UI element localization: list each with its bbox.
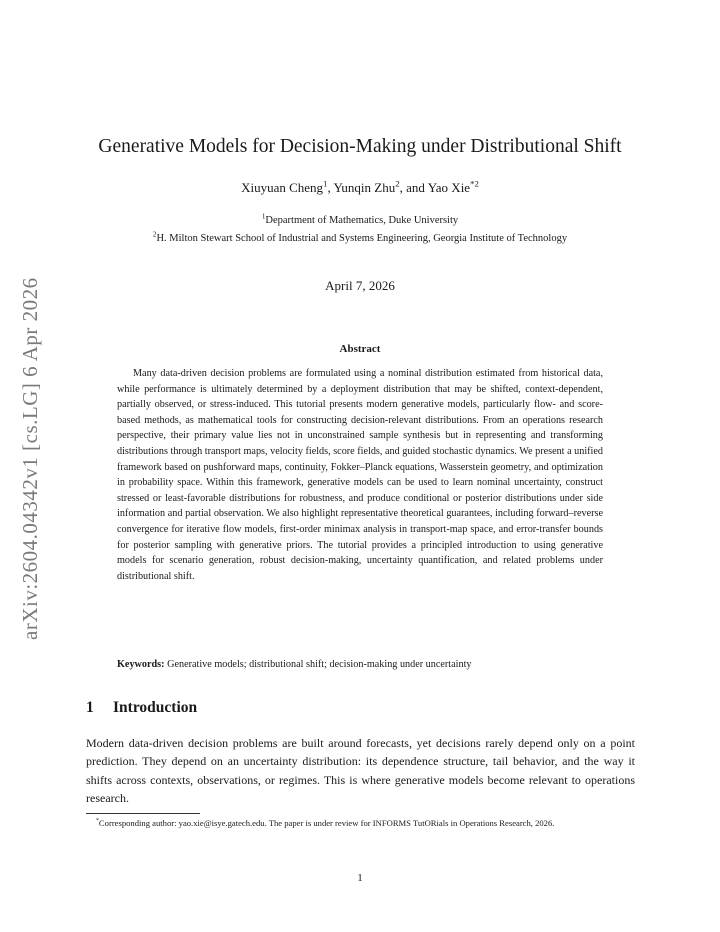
affiliation <box>0 230 720 244</box>
keywords-label: Keywords: <box>117 659 165 670</box>
author-affil-mark: 1 <box>323 178 328 189</box>
affiliation <box>0 212 720 226</box>
section-title: Introduction <box>113 699 198 716</box>
author-separator: , <box>327 180 334 195</box>
intro-paragraph: Modern data-driven decision problems are built around forecasts, yet decisions rarely depend only on a point prediction. They depend on an uncertainty distribution: its dependence structure, tail behavior, and the way it shifts across contexts, observations, or regimes. This is where generative models become relevant to operations research. <box>86 736 635 805</box>
affiliation-text: Department of Mathematics, Duke University <box>265 215 459 226</box>
footnote-text: Corresponding author: yao.xie@isye.gatech.edu. The paper is under review for INFORMS TutORials in Operations Research, 2026. <box>98 818 555 828</box>
author-name: Yao Xie <box>427 180 471 195</box>
page-number: 1 <box>357 872 363 884</box>
arxiv-identifier-stamp: arXiv:2604.04342v1 [cs.LG] 6 Apr 2026 <box>18 277 42 640</box>
paper-date: April 7, 2026 <box>325 278 395 293</box>
abstract-body: Many data-driven decision problems are formulated using a nominal distribution estimated from historical data, while performance is ultimately determined by a deployment distribution that may be shifted, context-dependent, partially observed, or stress-induced. This tutorial presents modern generative models, particularly flow- and score-based methods, as mathematical tools for constructing decision-relevant distributions. From an operations research perspective, their primary value lies not in unconstrained sample synthesis but in representing and transforming distributions through transport maps, velocity fields, score fields, and guided stochastic dynamics. We present a unified framework based on pushforward maps, continuity, Fokker–Planck equations, Wasserstein geometry, and optimization in probability space. Within this framework, generative models can be used to learn nominal uncertainty, construct stressed or least-favorable distributions for robustness, and produce conditional or posterior distributions under side information and partial observation. We also highlight representative theoretical guarantees, including forward–reverse convergence for iterative flow models, first-order minimax analysis in transport-map space, and error-transfer bounds for posterior sampling with generative priors. The tutorial provides a principled introduction to using generative models for scenario generation, robust decision-making, uncertainty quantification, and related problems under distributional shift. <box>117 368 603 582</box>
author-list <box>0 180 720 196</box>
keywords-text: Generative models; distributional shift; decision-making under uncertainty <box>167 659 472 670</box>
author-name: Yunqin Zhu <box>333 180 396 195</box>
author-affil-mark: *2 <box>470 178 479 189</box>
paper-title: Generative Models for Decision-Making under Distributional Shift <box>98 136 622 157</box>
author-affil-mark: 2 <box>395 178 400 189</box>
affiliation-mark: 1 <box>261 212 266 221</box>
author-name: Xiuyuan Cheng <box>241 180 324 195</box>
footnote <box>86 817 635 830</box>
affiliation-text: H. Milton Stewart School of Industrial and Systems Engineering, Georgia Institute of Technology <box>156 233 568 244</box>
abstract-heading: Abstract <box>339 343 381 355</box>
section-heading <box>86 699 197 717</box>
footnote-rule <box>86 813 200 814</box>
footnote-mark: * <box>96 818 99 825</box>
affiliation-mark: 2 <box>152 230 157 239</box>
keywords-line <box>117 657 603 672</box>
section-number: 1 <box>86 699 94 716</box>
author-separator: , and <box>399 180 428 195</box>
